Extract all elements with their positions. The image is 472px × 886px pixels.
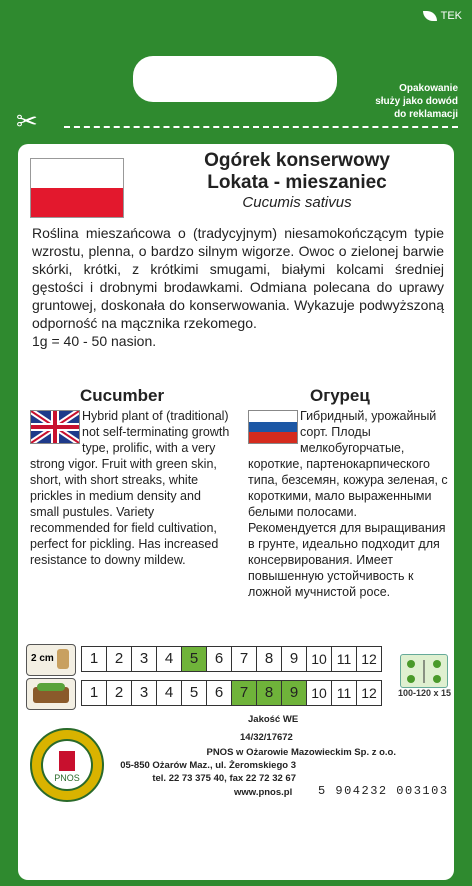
sowing-month-2: 2 — [106, 646, 132, 672]
english-description: Hybrid plant of (traditional) not self-terminating growth type, prolific, with a very strong vigor. Fruit with green skin, short, with short streaks, white prickles in medium density and small pustules. Variety recommended for field cultivation, perfect for pickling. Has increased resistance to downy mildew. — [30, 409, 230, 567]
sowing-month-9: 9 — [281, 646, 307, 672]
uk-flag-icon — [30, 410, 80, 444]
sowing-month-1: 1 — [81, 646, 107, 672]
tek-label: TEK — [440, 10, 462, 22]
company-phone: tel. 22 73 375 40, fax 22 72 32 67 — [152, 773, 296, 784]
harvest-basket-icon — [26, 678, 76, 710]
english-heading: Cucumber — [80, 386, 165, 405]
sowing-month-6: 6 — [206, 646, 232, 672]
harvest-month-8: 8 — [256, 680, 282, 706]
leaf-icon — [423, 11, 437, 21]
sowing-depth-icon: 2 cm — [26, 644, 76, 676]
russian-description: Гибридный, урожайный сорт. Плоды мелкобугорчатые, короткие, партенокарпического типа, безсемян, кожура зеленая, с короткими, мало выраженными белыми полосами. Рекомендуется для выращивания в грунте, идеально подходит для консервирования. Имеет повышенную устойчивость к ложной мучнистой росе. — [248, 409, 448, 599]
pnos-logo-icon — [41, 739, 93, 791]
product-title: Ogórek konserwowy Lokata - mieszaniec Cucumis sativus — [204, 150, 390, 211]
russian-flag-icon — [248, 410, 298, 444]
sowing-month-7: 7 — [231, 646, 257, 672]
registry-code: 14/32/17672 — [240, 732, 293, 743]
harvest-month-10: 10 — [306, 680, 332, 706]
tek-logo — [423, 10, 462, 22]
scissors-icon: ✂ — [16, 106, 38, 136]
sowing-calendar-row — [82, 646, 382, 672]
plant-spacing-icon — [400, 654, 448, 688]
packaging-note: Opakowanie służy jako dowód do reklamacji — [375, 83, 458, 120]
sowing-month-5: 5 — [181, 646, 207, 672]
harvest-month-12: 12 — [356, 680, 382, 706]
harvest-month-6: 6 — [206, 680, 232, 706]
svg-text:PNOS: PNOS — [54, 773, 80, 783]
harvest-month-5: 5 — [181, 680, 207, 706]
polish-flag-icon — [30, 158, 124, 218]
sowing-month-8: 8 — [256, 646, 282, 672]
harvest-month-3: 3 — [131, 680, 157, 706]
harvest-month-2: 2 — [106, 680, 132, 706]
spacing-label: 100-120 x 15 — [398, 688, 452, 698]
sowing-month-11: 11 — [331, 646, 357, 672]
sowing-month-3: 3 — [131, 646, 157, 672]
barcode-number: 5 904232 003103 — [318, 784, 449, 798]
website-link[interactable]: www.pnos.pl — [234, 787, 293, 798]
russian-heading: Огурец — [310, 386, 370, 405]
harvest-calendar-row — [82, 680, 382, 706]
quality-label: Jakość WE — [248, 714, 299, 725]
harvest-month-4: 4 — [156, 680, 182, 706]
cut-line — [64, 126, 458, 128]
hanger-hole — [133, 56, 337, 102]
harvest-month-11: 11 — [331, 680, 357, 706]
harvest-month-9: 9 — [281, 680, 307, 706]
company-address: 05-850 Ożarów Maz., ul. Żeromskiego 3 — [120, 760, 296, 771]
company-name: PNOS w Ożarowie Mazowieckim Sp. z o.o. — [206, 747, 396, 758]
harvest-month-1: 1 — [81, 680, 107, 706]
polish-description: Roślina mieszańcowa o (tradycyjnym) niesamokończącym typie wzrostu, plenna, o bardzo silnym wigorze. Owoc o zielonej barwie skórki, krótki, z krótkimi smugami, białymi kolcami średniej gęstości i drobnymi brodawkami. Odmiana polecana do uprawy gruntowej, doskonała do konserwowania. Wykazuje podwyższoną odporność na mącznika rzekomego. 1g = 40 - 50 nasion. — [32, 225, 444, 349]
sowing-month-4: 4 — [156, 646, 182, 672]
harvest-month-7: 7 — [231, 680, 257, 706]
sowing-month-10: 10 — [306, 646, 332, 672]
sowing-month-12: 12 — [356, 646, 382, 672]
